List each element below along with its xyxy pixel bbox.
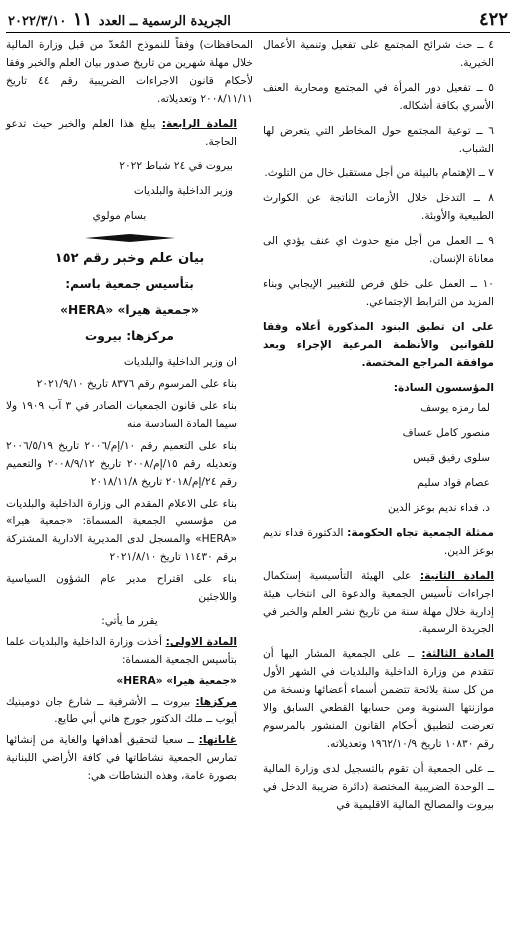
hq-text: بيروت ــ الأشرفية ــ شارع جان دومينيك أيوب ــ ملك الدكتور جورج هاني أبي طايع. xyxy=(6,695,237,726)
article-one-label: المادة الاولى: xyxy=(165,635,237,648)
objective-item: ٩ ــ العمل من أجل منع حدوث اي عنف يؤدي الى معاناة الإنسان. xyxy=(263,235,494,266)
left-column xyxy=(6,37,255,822)
article-two-text: على الهيئة التأسيسية إستكمال اجراءات تأسيس الجمعية والدعوة الى انتخاب هيئة إدارية خلال مهلة سنة من تاريخ نشر العلم والخبر في الجريدة الرسمية. xyxy=(263,569,494,636)
article-three-label: المادة الثالثة: xyxy=(421,648,495,661)
publication-line xyxy=(8,9,231,30)
goals-label: غاياتها: xyxy=(198,734,237,747)
article-one xyxy=(6,634,253,670)
preamble-line: بناء على اقتراح مدير عام الشؤون السياسية واللاجئين xyxy=(6,573,237,604)
founder-name: عصام فواد سليم xyxy=(417,477,490,490)
right-column xyxy=(261,37,510,822)
preamble-line: ان وزير الداخلية والبلديات xyxy=(123,356,237,369)
article-two xyxy=(263,568,510,640)
article-one-text: أخذت وزارة الداخلية والبلديات علما بتأسيس الجمعية المسماة: xyxy=(6,635,237,666)
association-name: «جمعية هيرا» «HERA» xyxy=(60,303,199,318)
headquarters-address xyxy=(6,694,253,730)
compliance-statement: على ان تطبق البنود المذكورة أعلاه وفقا للقوانين والأنظمة المرعية الإجراء وبعد موافقة المراجع المختصة. xyxy=(263,320,494,369)
objective-item: ١٠ ــ العمل على خلق فرص للتغيير الإيجابي وبناء المزيد من الترابط الإجتماعي. xyxy=(263,277,494,308)
goals-paragraph xyxy=(6,732,253,786)
article-four-text: يبلغ هذا العلم والخبر حيث تدعو الحاجة. xyxy=(6,117,237,148)
ministry-registration: ــ على الجمعية أن تقوم بالتسجيل لدى وزارة المالية ــ الوحدة الضريبية المختصة (دائرة ضريبة الدخل في بيروت والمصالح المالية الاقليمية في xyxy=(263,762,494,811)
founder-name: لما رمزه يوسف xyxy=(420,402,490,415)
founder-name: سلوى رفيق قيس xyxy=(413,452,490,465)
hq-label: مركزها: xyxy=(195,695,237,708)
announcement-title: بيان علم وخبر رقم ١٥٢ xyxy=(54,251,205,267)
preamble-line: بناء على قانون الجمعيات الصادر في ٣ آب ١٩٠٩ ولا سيما المادة السادسة منه xyxy=(6,399,237,430)
association-hq: مركزها: بيروت xyxy=(85,329,174,344)
gov-representative xyxy=(263,525,510,561)
preamble-line: بناء على التعميم رقم ١٠/إم/٢٠٠٦ تاريخ ٢٠٠٦/٥/١٩ وتعديله رقم ١٥/إم/٢٠٠٨ تاريخ ٢٠٠٨/٩/١٢ والتعميم رقم ٢٤/إم/٢٠١٨ تاريخ ٢٠١٨/١١/٨ xyxy=(6,439,237,488)
goals-text: ــ سعيا لتحقيق أهدافها والغاية من إنشائها تمارس الجمعية نشاطاتها في كافة الأراضي اللبنانية بصورة عامة، وهذه النشاطات هي: xyxy=(6,734,237,783)
signature-name: بسام مولوي xyxy=(92,210,147,223)
publication-name: الجريدة الرسمية ــ العدد xyxy=(98,13,231,29)
gov-rep-text: الدكتورة فداء نديم بوعز الدين. xyxy=(263,526,494,557)
decides-heading: يقرر ما يأتي: xyxy=(101,614,158,627)
preamble-line: بناء على الاعلام المقدم الى وزارة الداخلية والبلديات من مؤسسي الجمعية المسماة: «جمعية هيرا» «HERA» والمسجل لدى المديرية الادارية المشتركة برقم ١١٤٣٠ تاريخ ٢٠٢١/٨/١٠ xyxy=(6,497,237,564)
section-divider xyxy=(6,233,253,243)
divider-ornament-icon xyxy=(85,233,175,243)
objective-item: ٥ ــ تفعيل دور المرأة في المجتمع ومحاربة العنف الأسري بكافة أشكاله. xyxy=(263,81,494,112)
issue-date: ٢٠٢٢/٣/١٠ xyxy=(8,13,67,29)
preamble-line: بناء على المرسوم رقم ٨٣٧٦ تاريخ ٢٠٢١/٩/١٠ xyxy=(36,378,237,391)
signature-place-date: بيروت في ٢٤ شباط ٢٠٢٢ xyxy=(119,160,233,173)
objective-item: ٤ ــ حث شرائح المجتمع على تفعيل وتنمية الأعمال الخيرية. xyxy=(263,39,494,69)
page-header xyxy=(6,8,510,33)
founder-name: منصور كامل عساف xyxy=(402,427,490,440)
article-two-label: المادة الثانية: xyxy=(419,569,494,582)
issue-number: ١١ xyxy=(72,8,93,30)
page-number: ٤٢٢ xyxy=(478,8,508,30)
objective-item: ٦ ــ توعية المجتمع حول المخاطر التي يتعرض لها الشباب. xyxy=(263,124,494,155)
objective-item: ٧ ــ الإهتمام بالبيئة من أجل مستقبل خال من التلوث. xyxy=(264,167,494,180)
article-four-label: المادة الرابعة: xyxy=(161,117,237,130)
article-one-association-name: «جمعية هيرا» «HERA» xyxy=(116,674,237,687)
objective-item: ٨ ــ التدخل خلال الأزمات الناتجة عن الكوارث الطبيعية والأوبئة. xyxy=(263,192,494,223)
gov-rep-label: ممثلة الجمعية تجاه الحكومة: xyxy=(347,526,494,539)
article-three-text: ــ على الجمعية المشار اليها أن تتقدم من وزارة الداخلية والبلديات في الشهر الأول من كل سنة بلائحة تتضمن أسماء أعضائها ونسخة من موازنتها السنوية ومن حسابها القطعي السابق والا تعرضت لتطبيق أحكام القانون المنشور بالمرسوم رقم ١٠٨٣٠ تاريخ ١٩٦٢/١٠/٩ وتعديلاته. xyxy=(263,648,494,750)
continuation-text: المحافظات) وفقاً للنموذج المُعدّ من قبل وزارة المالية خلال مهلة شهرين من تاريخ صدور بيان العلم والخبر وفقا لأحكام قانون الاجراءات الضريبية رقم ٤٤ تاريخ ٢٠٠٨/١١/١١ وتعديلاته. xyxy=(6,39,254,105)
two-column-body xyxy=(6,37,510,822)
announcement-subtitle: بتأسيس جمعية باسم: xyxy=(65,277,194,292)
signature-title: وزير الداخلية والبلديات xyxy=(133,185,233,198)
founders-heading: المؤسسون السادة: xyxy=(393,381,494,394)
founder-name: د. فداء نديم بوعز الدين xyxy=(388,502,490,515)
article-four xyxy=(6,116,253,152)
article-three xyxy=(263,646,510,753)
